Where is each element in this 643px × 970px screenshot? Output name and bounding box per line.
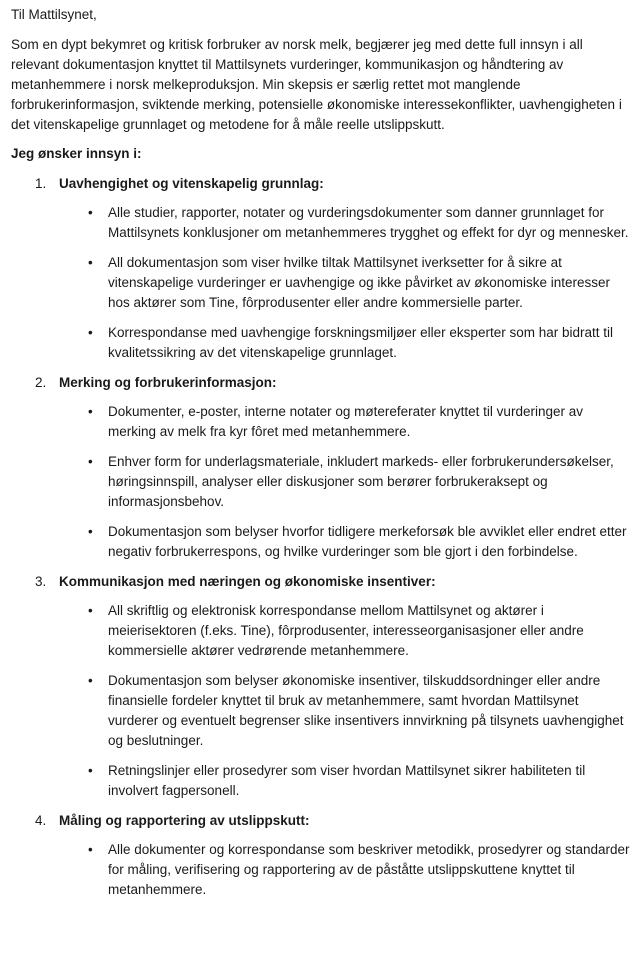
list-item <box>59 840 631 900</box>
list-item-text: Dokumenter, e-poster, interne notater og møtereferater knyttet til vurderinger av merking av melk fra kyr fôret med metanhemmere. <box>108 404 583 439</box>
list-item <box>59 253 631 313</box>
section-4 <box>11 811 631 900</box>
list-item-text: All skriftlig og elektronisk korrespondanse mellom Mattilsynet og aktører i meierisektoren (f.eks. Tine), fôrprodusenter, interesseorganisasjoner eller andre kommersielle aktører vedrørende metanhemmere. <box>108 603 584 658</box>
list-item <box>59 203 631 243</box>
list-item-text: Alle dokumenter og korrespondanse som beskriver metodikk, prosedyrer og standarder for måling, verifisering og rapportering av de påståtte utslippskuttene knyttet til metanhemmere. <box>108 842 630 897</box>
list-item-text: Dokumentasjon som belyser hvorfor tidligere merkeforsøk ble avviklet eller endret etter negativ forbrukerrespons, og hvilke vurderinger som ble gjort i den forbindelse. <box>108 524 627 559</box>
greeting: Til Mattilsynet, <box>11 7 97 22</box>
section-2 <box>11 373 631 562</box>
list-item-text: Dokumentasjon som belyser økonomiske insentiver, tilskuddsordninger eller andre finansielle fordeler knyttet til bruk av metanhemmere, samt hvordan Mattilsynet vurderer og eventuelt begrenser slike insentivers innvirkning på tilsynets uavhengighet og beslutninger. <box>108 673 624 748</box>
bullet-icon: • <box>88 205 93 220</box>
section-number: 2. <box>35 375 47 390</box>
list-item-text: Enhver form for underlagsmateriale, inkludert markeds- eller forbrukerundersøkelser, høringsinnspill, analyser eller diskusjoner som berører forbrukeraksept og informasjonsbehov. <box>108 454 614 509</box>
bullet-list <box>59 402 631 562</box>
intro-heading: Jeg ønsker innsyn i: <box>11 146 142 161</box>
section-title: Kommunikasjon med næringen og økonomiske insentiver: <box>59 574 436 589</box>
list-item <box>59 601 631 661</box>
section-title: Uavhengighet og vitenskapelig grunnlag: <box>59 176 324 191</box>
bullet-list <box>59 840 631 900</box>
document-page <box>11 5 631 910</box>
list-item-text: Alle studier, rapporter, notater og vurderingsdokumenter som danner grunnlaget for Mattilsynets konklusjoner om metanhemmeres trygghet og effekt for dyr og mennesker. <box>108 205 629 240</box>
list-item <box>59 452 631 512</box>
bullet-list <box>59 601 631 801</box>
list-item <box>59 522 631 562</box>
section-title: Måling og rapportering av utslippskutt: <box>59 813 310 828</box>
bullet-icon: • <box>88 325 93 340</box>
bullet-icon: • <box>88 404 93 419</box>
list-item <box>59 323 631 363</box>
bullet-icon: • <box>88 842 93 857</box>
list-item-text: All dokumentasjon som viser hvilke tiltak Mattilsynet iverksetter for å sikre at vitenskapelige vurderinger er uavhengige og ikke påvirket av økonomiske interesser hos aktører som Tine, fôrprodusenter eller andre kommersielle parter. <box>108 255 611 310</box>
intro-paragraph: Som en dypt bekymret og kritisk forbruker av norsk melk, begjærer jeg med dette full innsyn i all relevant dokumentasjon knyttet til Mattilsynets vurderinger, kommunikasjon og håndtering av metanhemmere i norsk melkeproduksjon. Min skepsis er særlig rettet mot manglende forbrukerinformasjon, sviktende merking, potensielle økonomiske interessekonflikter, uavhengigheten i det vitenskapelige grunnlaget og metodene for å måle reelle utslippskutt. <box>11 37 622 132</box>
section-number: 4. <box>35 813 47 828</box>
bullet-icon: • <box>88 673 93 688</box>
list-item <box>59 671 631 751</box>
request-sections-list <box>11 174 631 900</box>
section-number: 3. <box>35 574 47 589</box>
list-item-text: Korrespondanse med uavhengige forskningsmiljøer eller eksperter som har bidratt til kvalitetssikring av det vitenskapelige grunnlaget. <box>108 325 613 360</box>
bullet-icon: • <box>88 603 93 618</box>
bullet-list <box>59 203 631 363</box>
section-3 <box>11 572 631 801</box>
bullet-icon: • <box>88 763 93 778</box>
bullet-icon: • <box>88 524 93 539</box>
section-1 <box>11 174 631 363</box>
list-item <box>59 761 631 801</box>
bullet-icon: • <box>88 255 93 270</box>
list-item <box>59 402 631 442</box>
section-number: 1. <box>35 176 47 191</box>
bullet-icon: • <box>88 454 93 469</box>
list-item-text: Retningslinjer eller prosedyrer som viser hvordan Mattilsynet sikrer habiliteten til involvert fagpersonell. <box>108 763 586 798</box>
section-title: Merking og forbrukerinformasjon: <box>59 375 277 390</box>
